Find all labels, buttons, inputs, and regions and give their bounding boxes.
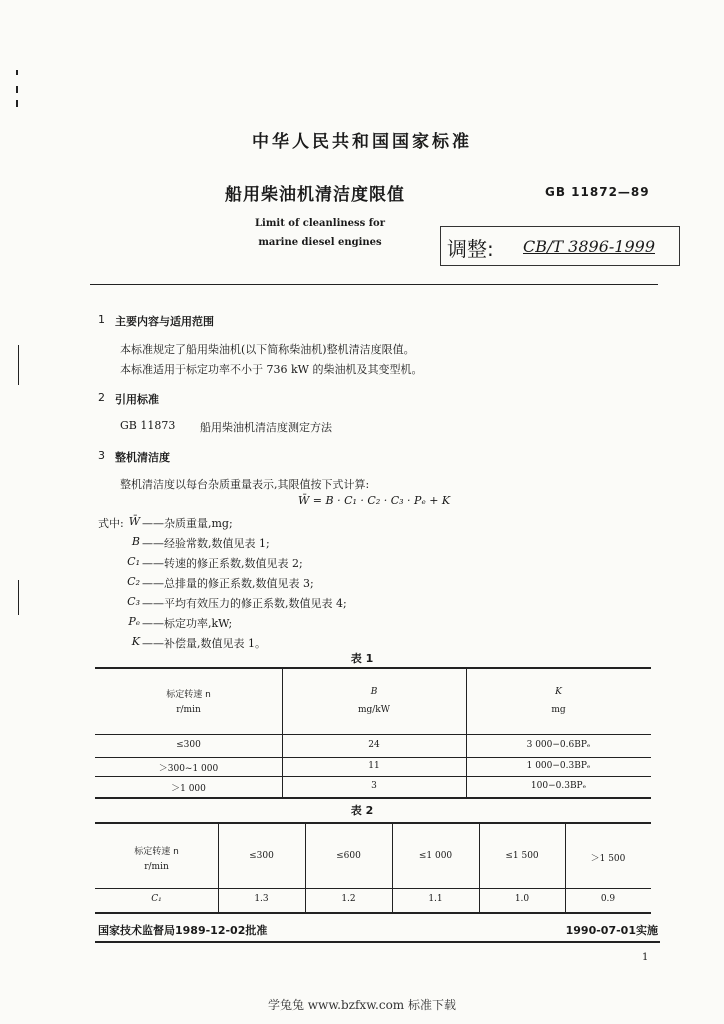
def-symbol: B	[131, 535, 140, 548]
adjustment-label: 调整:	[447, 237, 494, 261]
def-symbol: C₂	[127, 575, 140, 588]
table-header: B	[370, 687, 378, 697]
table-cell: 24	[368, 740, 380, 750]
table-header-unit: mg/kW	[357, 705, 391, 715]
def-desc: ——平均有效压力的修正系数,数值见表 4;	[142, 597, 347, 610]
table-header-unit: r/min	[144, 862, 169, 872]
def-symbol: C₁	[127, 555, 140, 568]
def-symbol: K	[131, 635, 140, 648]
table-cell: ＞1 000	[171, 784, 206, 794]
scan-mark	[16, 70, 18, 75]
table-caption: 表 1	[350, 652, 374, 665]
header-rule	[90, 284, 658, 285]
def-symbol: Pₑ	[128, 615, 140, 628]
where-label: 式中:	[98, 517, 124, 530]
table-cell: 3 000−0.6BPₑ	[526, 740, 591, 750]
def-desc: ——经验常数,数值见表 1;	[142, 537, 270, 550]
english-title-line2: marine diesel engines	[258, 237, 382, 248]
effective-date: 1990-07-01实施	[565, 924, 658, 937]
adjustment-value: CB/T 3896-1999	[523, 237, 655, 256]
table-cell: 11	[368, 761, 380, 771]
def-desc: ——转速的修正系数,数值见表 2;	[142, 557, 303, 570]
table-header: 标定转速 n	[166, 690, 211, 700]
section-heading: 主要内容与适用范围	[115, 315, 214, 328]
table-caption: 表 2	[350, 804, 374, 817]
table-header: ≤300	[249, 851, 274, 861]
def-symbol: C₃	[127, 595, 140, 608]
scan-mark	[16, 86, 18, 93]
table-cell: 1.2	[341, 894, 356, 904]
section-number: 3	[98, 449, 105, 462]
table-header: K	[555, 687, 562, 697]
def-desc: ——补偿量,数值见表 1。	[142, 637, 266, 650]
watermark: 学兔兔 www.bzfxw.com 标准下载	[267, 998, 457, 1012]
table-cell: ＞300~1 000	[158, 764, 219, 774]
table-row-label: C₁	[151, 894, 162, 904]
adjustment-stamp	[440, 226, 680, 266]
section-heading: 引用标准	[115, 393, 159, 406]
english-title-line1: Limit of cleanliness for	[255, 218, 385, 229]
footer-rule	[95, 941, 660, 943]
table-header: ≤1 000	[418, 851, 453, 861]
paragraph: 本标准适用于标定功率不小于 736 kW 的柴油机及其变型机。	[120, 363, 423, 376]
formula: W̄ = B · C₁ · C₂ · C₃ · Pₑ + K	[298, 494, 451, 507]
table-cell: 1.3	[254, 894, 269, 904]
table-header: ≤1 500	[505, 851, 539, 861]
reference-code: GB 11873	[120, 419, 176, 432]
paragraph: 整机清洁度以每台杂质重量表示,其限值按下式计算:	[120, 478, 370, 491]
def-symbol: W̄	[128, 515, 140, 528]
document-title: 船用柴油机清洁度限值	[225, 185, 405, 205]
table-header: ＞1 500	[590, 854, 626, 864]
section-number: 2	[98, 391, 105, 404]
page-number: 1	[642, 952, 649, 963]
table-cell: 0.9	[600, 894, 616, 904]
standard-code: GB 11872—89	[545, 185, 650, 199]
table-header-unit: r/min	[176, 705, 201, 715]
table-cell: ≤300	[176, 740, 201, 750]
scan-mark	[16, 100, 18, 107]
table-cell: 1.1	[428, 894, 443, 904]
table-cell: 3	[371, 781, 377, 791]
table-header-unit: mg	[551, 705, 566, 715]
approval-note: 国家技术监督局1989-12-02批准	[98, 924, 268, 937]
def-desc: ——总排量的修正系数,数值见表 3;	[142, 577, 314, 590]
table-cell: 1.0	[514, 894, 530, 904]
scan-mark	[18, 580, 19, 615]
table-header: 标定转速 n	[134, 847, 179, 857]
national-standard-heading: 中华人民共和国国家标准	[252, 132, 472, 152]
section-number: 1	[98, 313, 105, 326]
reference-title: 船用柴油机清洁度测定方法	[200, 421, 332, 434]
section-heading: 整机清洁度	[115, 451, 170, 464]
def-desc: ——标定功率,kW;	[142, 617, 233, 630]
table-header: ≤600	[336, 851, 361, 861]
paragraph: 本标准规定了船用柴油机(以下简称柴油机)整机清洁度限值。	[120, 343, 415, 356]
def-desc: ——杂质重量,mg;	[142, 517, 233, 530]
table-cell: 1 000−0.3BPₑ	[526, 761, 591, 771]
table-cell: 100−0.3BPₑ	[530, 781, 587, 791]
scan-mark	[18, 345, 19, 385]
